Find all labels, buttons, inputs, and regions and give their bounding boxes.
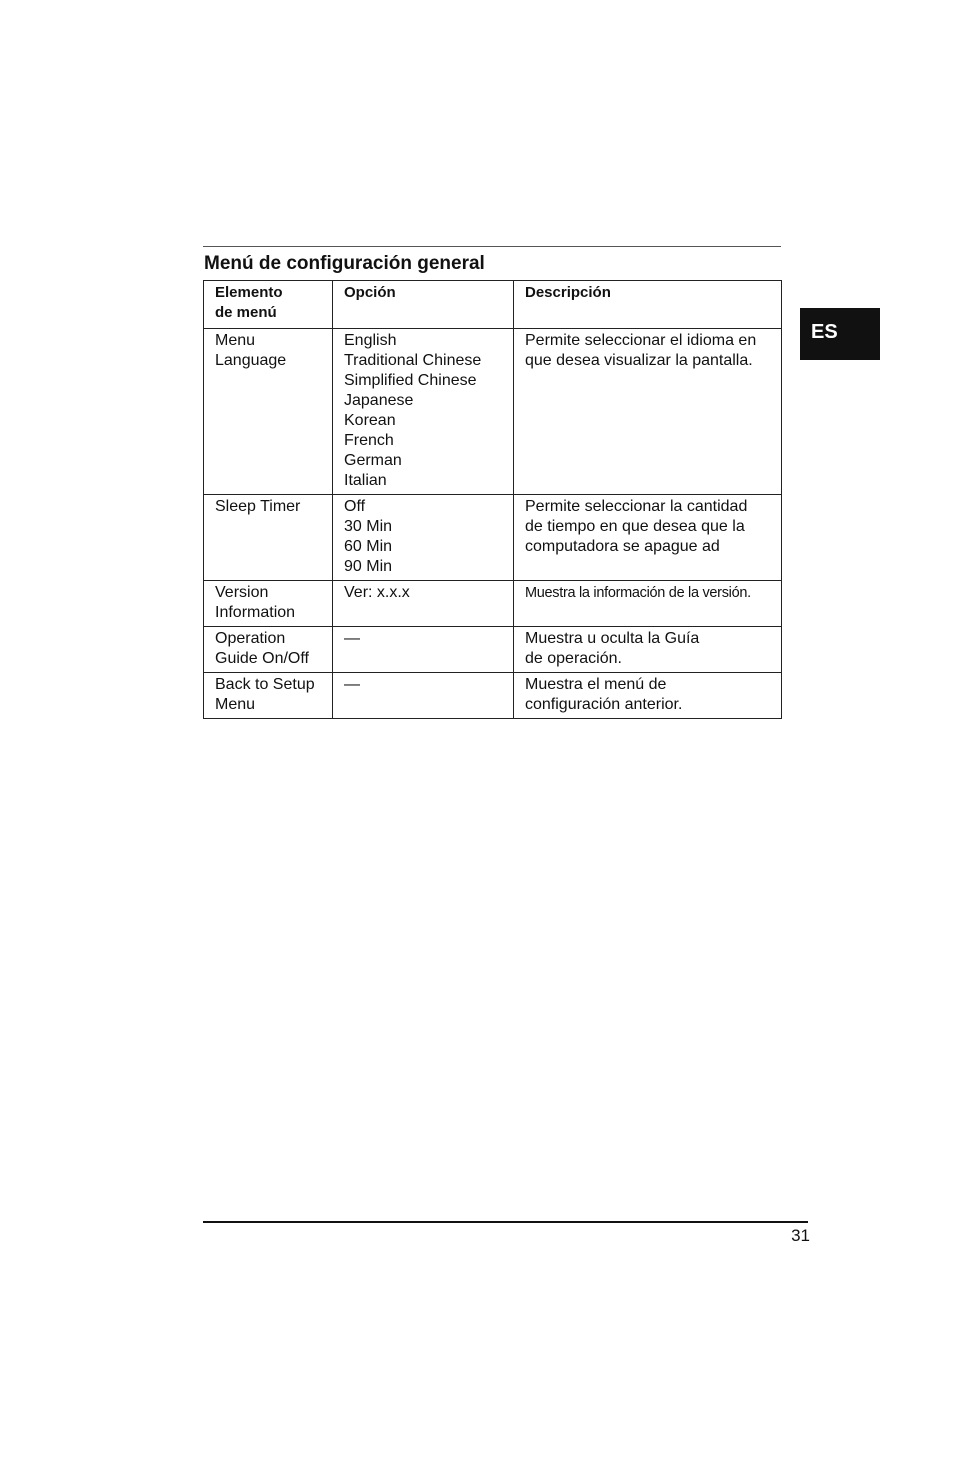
description-line: Permite seleccionar el idioma en bbox=[525, 332, 757, 349]
description-line: Muestra el menú de bbox=[525, 676, 667, 693]
menu-item-cell bbox=[204, 581, 333, 627]
table-row bbox=[204, 581, 782, 627]
section-top-rule bbox=[203, 246, 781, 247]
option-cell bbox=[333, 673, 514, 719]
header-menu-item-line: de menú bbox=[215, 304, 277, 321]
description-line: computadora se apague ad bbox=[525, 538, 720, 555]
option-value: — bbox=[344, 676, 360, 693]
menu-item-line: Information bbox=[215, 604, 296, 621]
option-cell bbox=[333, 329, 514, 495]
section-title: Menú de configuración general bbox=[204, 253, 485, 274]
option-value: Simplified Chinese bbox=[344, 372, 477, 389]
option-value: German bbox=[344, 452, 402, 469]
option-value: 90 Min bbox=[344, 558, 393, 575]
menu-item-line: Sleep Timer bbox=[215, 498, 301, 515]
header-menu-item-line: Elemento bbox=[215, 284, 283, 301]
option-cell bbox=[333, 495, 514, 581]
option-value: Korean bbox=[344, 412, 396, 429]
option-value: English bbox=[344, 332, 397, 349]
description-cell bbox=[514, 581, 782, 627]
header-menu-item bbox=[204, 281, 333, 329]
option-value: 60 Min bbox=[344, 538, 393, 555]
menu-item-line: Menu bbox=[215, 696, 256, 713]
settings-table bbox=[203, 280, 782, 719]
language-tab: ES bbox=[800, 308, 880, 360]
description-cell bbox=[514, 673, 782, 719]
menu-item-cell bbox=[204, 673, 333, 719]
footer-rule bbox=[203, 1221, 808, 1223]
header-option: Opción bbox=[333, 281, 514, 329]
description-line: de operación. bbox=[525, 650, 622, 667]
table-header-row bbox=[204, 281, 782, 329]
option-value: — bbox=[344, 630, 360, 647]
description-line: Muestra la información de la versión. bbox=[525, 585, 751, 601]
menu-item-line: Menu bbox=[215, 332, 256, 349]
description-line: configuración anterior. bbox=[525, 696, 683, 713]
menu-item-cell bbox=[204, 495, 333, 581]
option-cell bbox=[333, 581, 514, 627]
menu-item-line: Guide On/Off bbox=[215, 650, 309, 667]
description-line: Permite seleccionar la cantidad bbox=[525, 498, 748, 515]
menu-item-cell bbox=[204, 329, 333, 495]
description-line: que desea visualizar la pantalla. bbox=[525, 352, 753, 369]
description-line: Muestra u oculta la Guía bbox=[525, 630, 700, 647]
table-row bbox=[204, 495, 782, 581]
page-number: 31 bbox=[791, 1226, 810, 1245]
menu-item-line: Operation bbox=[215, 630, 286, 647]
option-value: Ver: x.x.x bbox=[344, 584, 410, 601]
header-description: Descripción bbox=[514, 281, 782, 329]
table-row bbox=[204, 329, 782, 495]
description-cell bbox=[514, 627, 782, 673]
menu-item-line: Back to Setup bbox=[215, 676, 315, 693]
description-cell bbox=[514, 495, 782, 581]
menu-item-line: Version bbox=[215, 584, 269, 601]
menu-item-line: Language bbox=[215, 352, 287, 369]
option-cell bbox=[333, 627, 514, 673]
option-value: 30 Min bbox=[344, 518, 393, 535]
option-value: French bbox=[344, 432, 394, 449]
option-value: Traditional Chinese bbox=[344, 352, 482, 369]
table-row bbox=[204, 627, 782, 673]
option-value: Japanese bbox=[344, 392, 414, 409]
menu-item-cell bbox=[204, 627, 333, 673]
option-value: Italian bbox=[344, 472, 387, 489]
option-value: Off bbox=[344, 498, 366, 515]
description-line: de tiempo en que desea que la bbox=[525, 518, 745, 535]
table-row bbox=[204, 673, 782, 719]
description-cell bbox=[514, 329, 782, 495]
